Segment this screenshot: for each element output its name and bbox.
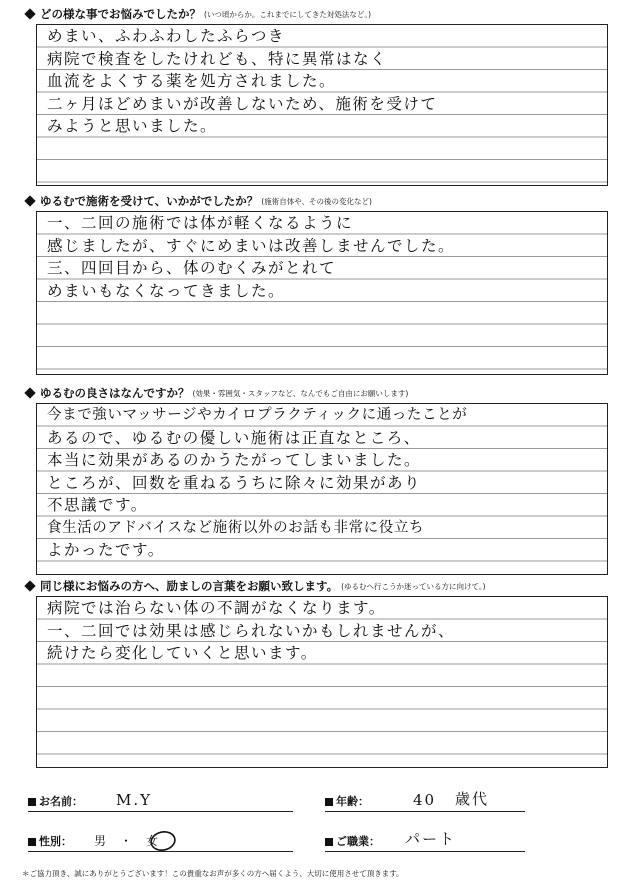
answer-box	[36, 403, 608, 575]
square-bullet-icon	[28, 838, 36, 846]
question-note: (ゆるむへ行こうか迷っている方に向けて。)	[341, 581, 486, 591]
section-message	[22, 578, 612, 770]
question-text: ゆるむの良さはなんですか？	[40, 386, 190, 400]
answer-line: 感じましたが、すぐにめまいは改善しませんでした。	[47, 236, 456, 255]
question-heading	[22, 6, 371, 22]
footer-note: ＊ご協力頂き、誠にありがとうございます！この貴重なお声が多くの方へ届くよう、大切に使用させて頂きます。	[22, 869, 404, 878]
job-field	[325, 828, 525, 852]
gender-circle-mark	[148, 829, 178, 853]
square-bullet-icon	[325, 838, 333, 846]
underline	[28, 851, 293, 852]
underline	[28, 811, 293, 812]
square-bullet-icon	[325, 798, 333, 806]
answer-line: 一、二回では効果は感じられないかもしれませんが、	[47, 621, 456, 640]
diamond-bullet-icon	[24, 580, 35, 591]
answer-line: 続けたら変化していくと思います。	[47, 644, 318, 662]
square-bullet-icon	[28, 798, 36, 806]
diamond-bullet-icon	[24, 195, 35, 206]
answer-line: よかったです。	[47, 541, 165, 559]
section-concern	[22, 6, 612, 188]
answer-line: 病院で検査をしたけれども、特に異常はなく	[47, 49, 388, 68]
answer-box	[36, 596, 608, 768]
gender-field	[28, 828, 293, 852]
answer-line: めまいもなくなってきました。	[47, 281, 286, 300]
question-heading	[22, 193, 372, 209]
question-note: (効果・雰囲気・スタッフなど、なんでもご自由にお願いします)	[192, 388, 409, 398]
name-value: M.Y	[116, 791, 153, 809]
name-field	[28, 788, 293, 812]
question-heading	[22, 578, 486, 594]
underline	[325, 851, 525, 852]
question-note: (施術自体や、その後の変化など)	[261, 196, 372, 206]
age-value: 40	[413, 791, 437, 809]
section-experience	[22, 193, 612, 378]
job-label: ご職業：	[336, 835, 380, 848]
question-text: ゆるむで施術を受けて、いかがでしたか？	[40, 194, 259, 208]
answer-line: あるので、ゆるむの優しい施術は正直なところ、	[47, 428, 421, 447]
section-merits	[22, 385, 612, 577]
answer-line: ところが、回数を重ねるうちに除々に効果があり	[47, 473, 422, 492]
answer-line: 一、二回の施術では体が軽くなるように	[47, 214, 354, 232]
age-suffix: 歳代	[455, 790, 490, 808]
age-field	[325, 788, 525, 812]
answer-line: 三、四回目から、体のむくみがとれて	[47, 259, 337, 277]
answer-line: 病院では治らない体の不調がなくなります。	[47, 599, 386, 617]
answer-line: 今まで強いマッサージやカイロプラクティックに通ったことが	[47, 407, 468, 423]
answer-line: 不思議です。	[47, 496, 148, 514]
underline	[325, 811, 525, 812]
answer-box	[36, 211, 608, 375]
job-value: パート	[405, 830, 457, 848]
gender-label: 性別：	[39, 835, 72, 848]
answer-line: 血流をよくする薬を処方されました。	[47, 72, 337, 90]
age-label: 年齢：	[336, 795, 369, 808]
answer-line: めまい、ふわふわしたふらつき	[47, 27, 285, 45]
question-text: 同じ様にお悩みの方へ、励ましの言葉をお願い致します。	[40, 579, 339, 593]
question-text: どの様な事でお悩みでしたか？	[40, 7, 201, 21]
diamond-bullet-icon	[24, 8, 35, 19]
answer-line: みようと思いました。	[47, 117, 218, 135]
diamond-bullet-icon	[24, 387, 35, 398]
question-heading	[22, 385, 408, 401]
gender-options: 男 ・ 女	[94, 834, 160, 848]
name-label: お名前：	[39, 795, 83, 808]
answer-line: 食生活のアドバイスなど施術以外のお話も非常に役立ち	[47, 519, 425, 536]
answer-line: 本当に効果があるのかうたがってしまいました。	[47, 451, 422, 469]
answer-box	[36, 24, 608, 186]
question-note: (いつ頃からか。これまでにしてきた対処法など。)	[204, 9, 372, 19]
answer-line: 二ヶ月ほどめまいが改善しないため、施術を受けて	[47, 94, 438, 113]
